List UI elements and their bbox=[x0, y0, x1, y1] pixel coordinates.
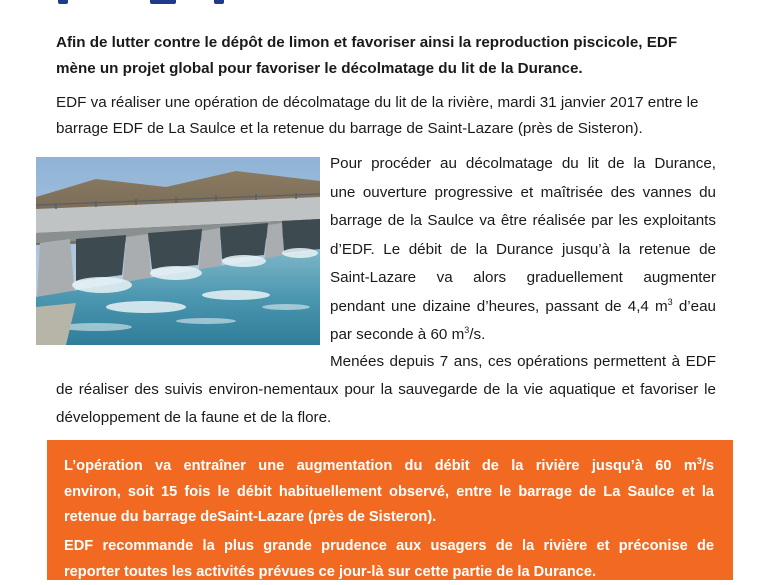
warning-paragraph-1 bbox=[64, 454, 714, 531]
alert-line-4: EDF recommande la plus grande prudence aux usagers de la rivière et préconise de bbox=[64, 534, 714, 560]
lead-line-1: Afin de lutter contre le dépôt de limon et favoriser ainsi la reproduction piscicole, EDF bbox=[56, 34, 677, 51]
column-line-3: barrage de la Saulce va être réalisée par les exploitants bbox=[330, 207, 716, 236]
column-line-6 bbox=[330, 293, 716, 322]
column-line-4: d’EDF. Le débit de la Durance jusqu’à la retenue de bbox=[330, 236, 716, 265]
cubic-superscript-2: 3 bbox=[464, 325, 469, 335]
column-line-1: Pour procéder au décolmatage du lit de la Durance, bbox=[330, 150, 716, 179]
intro-paragraph bbox=[56, 90, 716, 142]
flow-unit: d’eau bbox=[673, 298, 716, 315]
para3-line-1: Menées depuis 7 ans, ces opérations permettent à EDF bbox=[56, 348, 716, 376]
alert-line-1-unit: /s bbox=[702, 458, 714, 474]
column-line-5: Saint-Lazare va alors graduellement augmenter bbox=[330, 264, 716, 293]
alert-line-5: reporter toutes les activités prévues ce jour-là sur cette partie de la Durance. bbox=[64, 560, 714, 585]
alert-line-1 bbox=[64, 454, 714, 480]
alert-line-3: retenue du barrage deSaint-Lazare (près de Sisteron). bbox=[64, 505, 714, 531]
lead-line-2: mène un projet global pour favoriser le décolmatage du lit de la Durance. bbox=[56, 60, 583, 77]
cubic-superscript: 3 bbox=[668, 297, 673, 307]
warning-paragraph-2 bbox=[64, 534, 714, 585]
warning-box bbox=[47, 440, 733, 580]
dam-photo bbox=[36, 157, 320, 345]
intro-line-1: EDF va réaliser une opération de décolmatage du lit de la rivière, mardi 31 janvier 2017 entre le bbox=[56, 94, 698, 111]
monitoring-paragraph bbox=[56, 348, 716, 432]
flow-end-unit: /s. bbox=[469, 326, 485, 343]
alert-line-2: environ, soit 15 fois le débit habituellement observé, entre le barrage de La Saulce et la bbox=[64, 480, 714, 506]
flow-start: pendant une dizaine d’heures, passant de 4,4 m bbox=[330, 298, 668, 315]
flow-end: par seconde à 60 m bbox=[330, 326, 464, 343]
alert-line-1-text: L’opération va entraîner une augmentation du débit de la rivière jusqu’à 60 m bbox=[64, 458, 697, 474]
column-line-7 bbox=[330, 321, 716, 350]
alert-superscript: 3 bbox=[697, 456, 702, 466]
lead-paragraph bbox=[56, 30, 716, 82]
para3-line-3: développement de la faune et de la flore. bbox=[56, 404, 716, 432]
para3-line-2: de réaliser des suivis environ-nementaux pour la sauvegarde de la vie aquatique et favoriser le bbox=[56, 376, 716, 404]
cropped-heading bbox=[0, 0, 768, 8]
column-line-2: une ouverture progressive et maîtrisée des vannes du bbox=[330, 179, 716, 208]
side-column-paragraph bbox=[330, 150, 716, 350]
intro-line-2: barrage EDF de La Saulce et la retenue du barrage de Saint-Lazare (près de Sisteron). bbox=[56, 120, 643, 137]
